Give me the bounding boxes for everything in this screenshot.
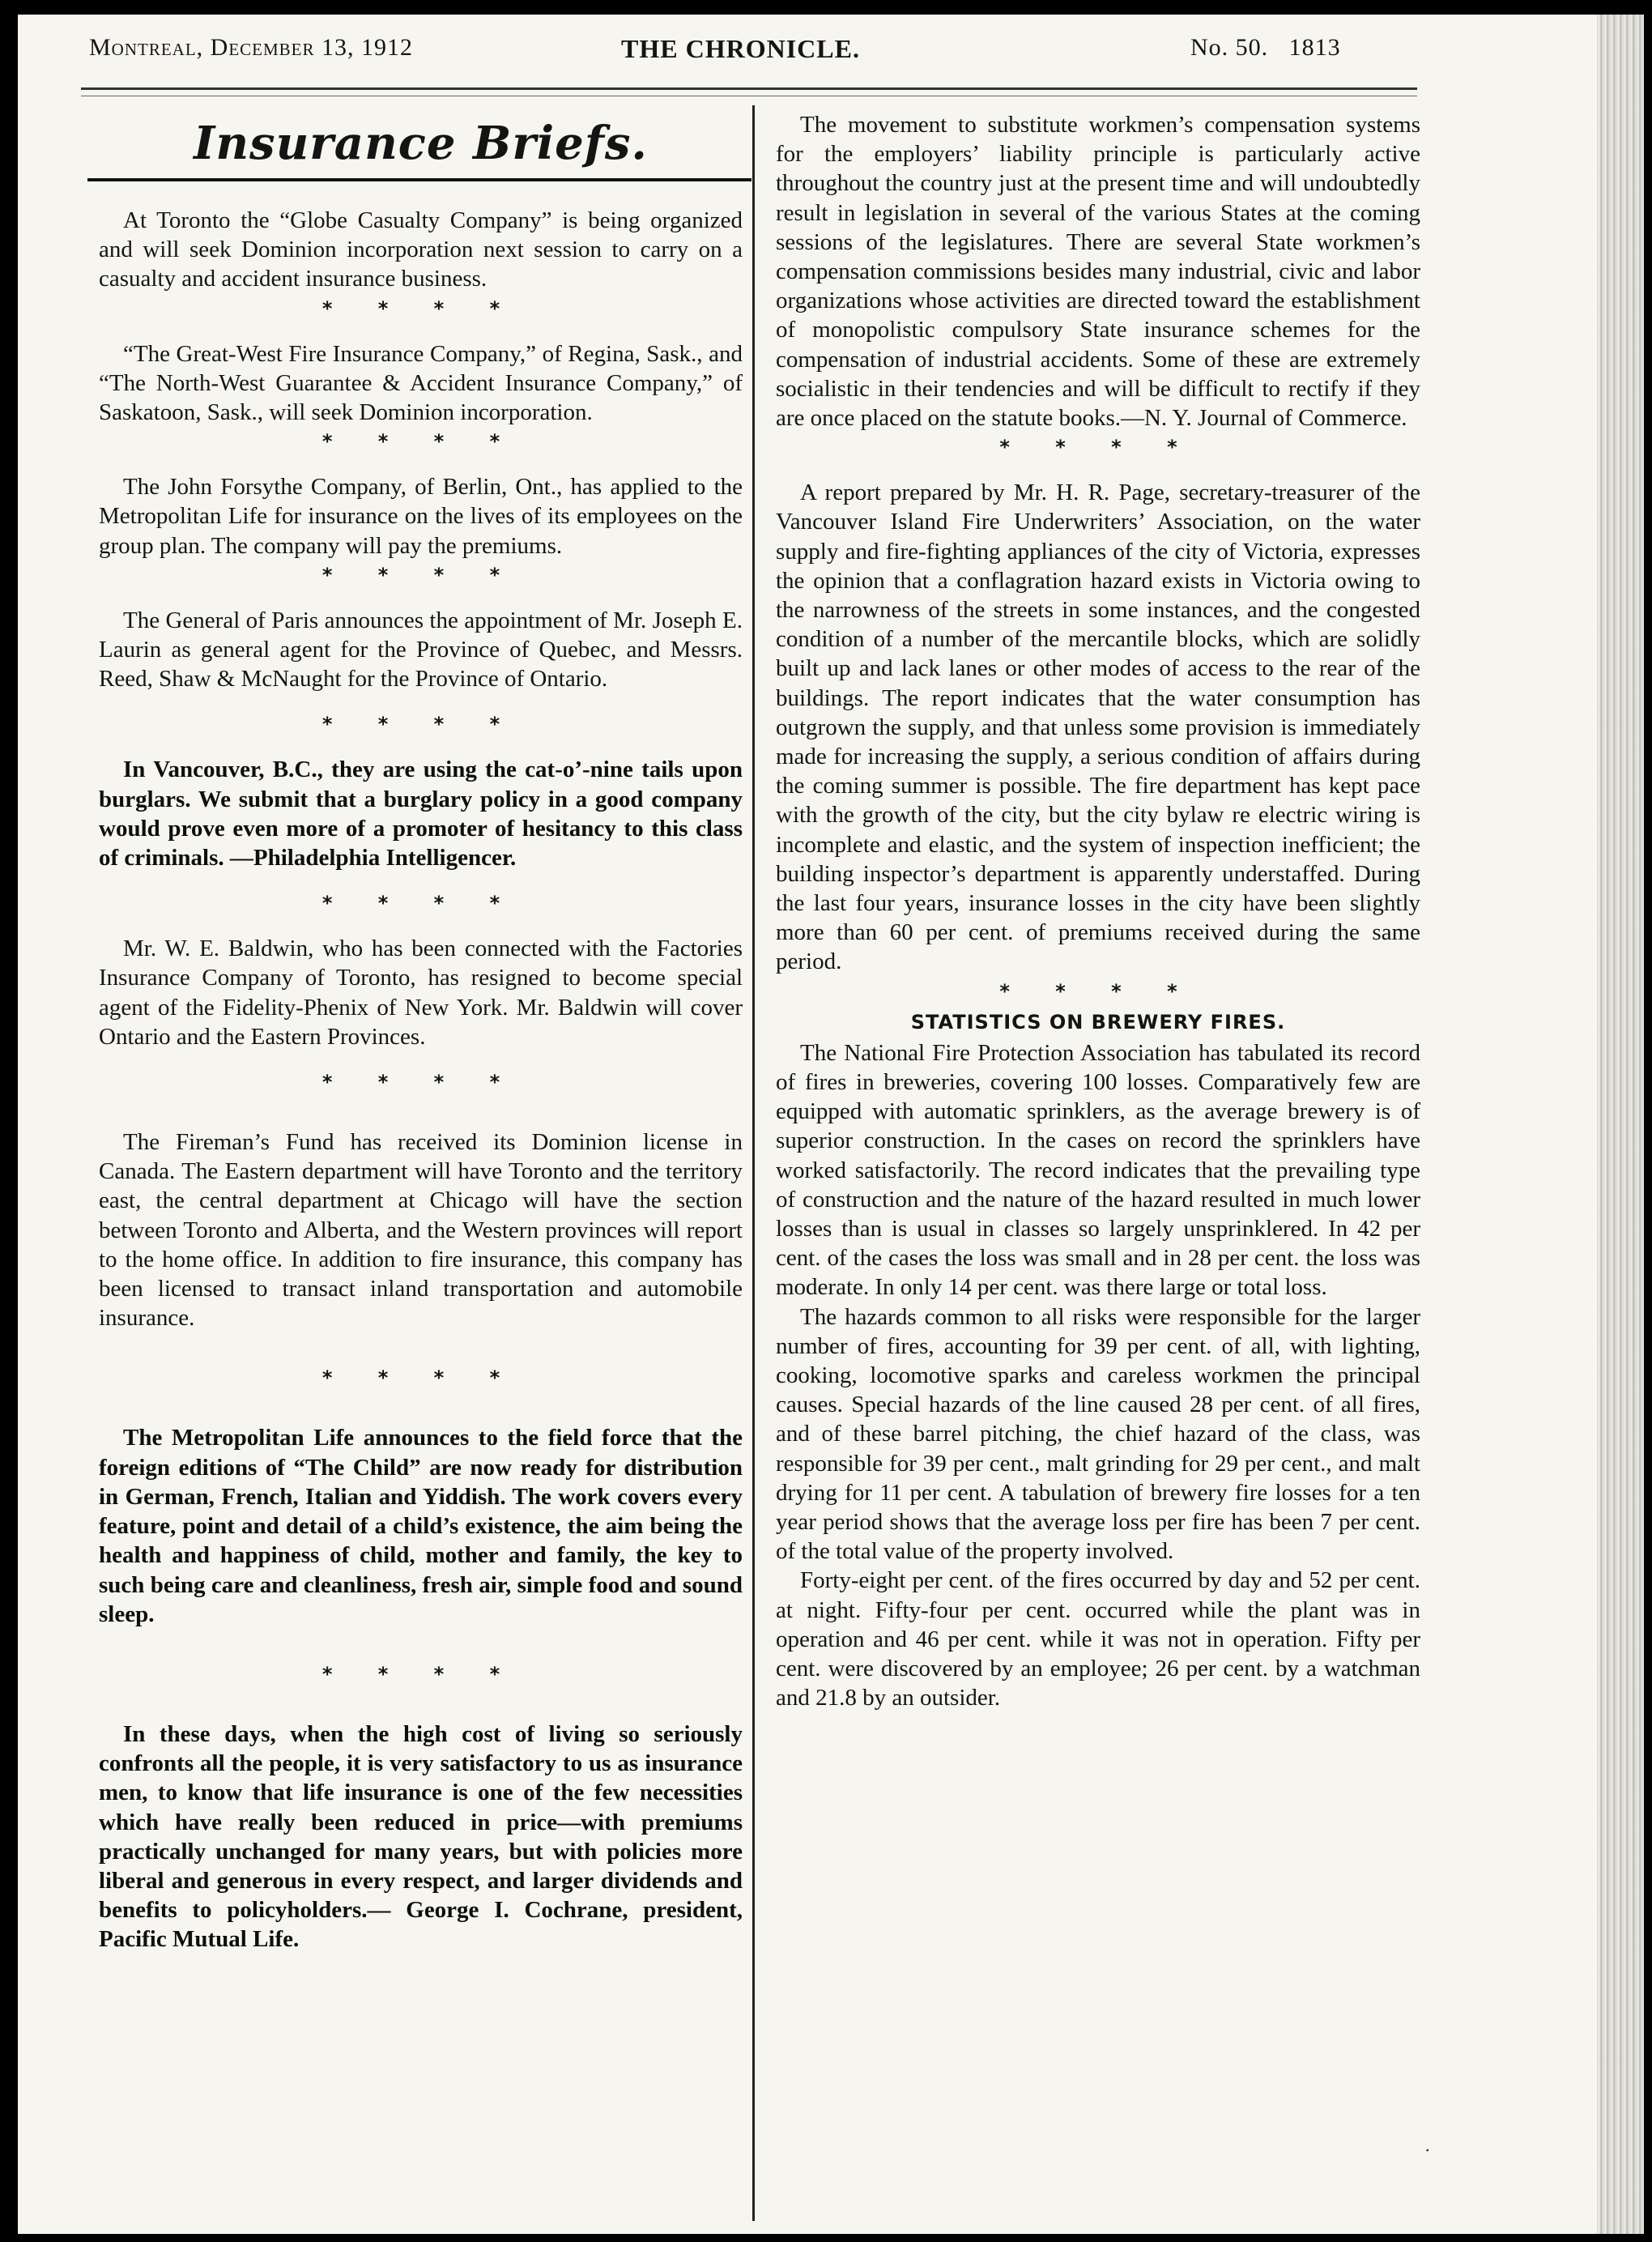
brief-metropolitan-the-child: The Metropolitan Life announces to the field force that the foreign editions of “The Child” are now ready for distribution in German, French, Italian and Yiddish. The work covers every feature, point and detail of a child’s existence, the aim being the health and happiness of child, mother and family, the key to such being care and cleanliness, fresh air, simple food and sound sleep. bbox=[99, 1425, 743, 1627]
article-title: STATISTICS ON BREWERY FIRES. bbox=[910, 1010, 1286, 1034]
brief-baldwin: Mr. W. E. Baldwin, who has been connected with the Factories Insurance Company of Toronto, has resigned to become special agent of the Fidelity-Phenix of New York. Mr. Baldwin will cover Ontario and the Eastern Provinces. bbox=[99, 936, 743, 1050]
header-rule bbox=[81, 87, 1417, 90]
brief-cost-of-living: In these days, when the high cost of living so seriously confronts all the people, it is very satisfactory to us as insurance men, to know that life insurance is one of the few necessities which have really been reduced in price—with premiums practically unchanged for many years, but with policies more liberal and generous in every respect, and larger dividends and benefits to policyholders.— George I. Cochrane, president, Pacific Mutual Life. bbox=[99, 1720, 743, 1953]
article-paragraph-3: Forty-eight per cent. of the fires occurred by day and 52 per cent. at night. Fifty-four per cent. occurred while the plant was in operation and 46 per cent. while it was not in operation. Fifty per cent. were discovered by an employee; 26 per cent. by a watchman and 21.8 by an outsider. bbox=[776, 1567, 1420, 1711]
separator-stars: * * * * bbox=[321, 1662, 520, 1686]
brief-general-of-paris: The General of Paris announces the appointment of Mr. Joseph E. Laurin as general agent for the Province of Quebec, and Messrs. Reed, Shaw & McNaught for the Province of Ontario. bbox=[99, 607, 743, 693]
section-title: Insurance Briefs. bbox=[194, 117, 648, 170]
left-column bbox=[99, 110, 743, 1954]
column-divider bbox=[752, 105, 755, 2221]
separator-stars: * * * * bbox=[321, 296, 520, 320]
margin-mark: . bbox=[1425, 2135, 1430, 2155]
article-paragraph-1: The National Fire Protection Association has tabulated its record of fires in breweries, covering 100 losses. Comparatively few are equipped with automatic sprinklers, as the average brewery is of superior construction. In the cases on record the sprinklers have worked satisfactorily. The record indicates that the prevailing type of construction and the nature of the hazard resulted in much lower losses than is usual in classes so largely unsprinklered. In 42 per cent. of the cases the loss was small and in 28 per cent. the loss was moderate. In only 14 per cent. was there large or total loss. bbox=[776, 1039, 1420, 1301]
brief-victoria-report: A report prepared by Mr. H. R. Page, secretary-treasurer of the Vancouver Island Fire Underwriters’ Association, on the water supply and fire-fighting appliances of the city of Victoria, expresses the opinion that a conflagration hazard exists in Victoria owing to the narrowness of the streets in some instances, and the congested condition of a number of the mercantile blocks, which are solidly built up and lack lanes or other modes of access to the rear of the buildings. The report indicates that the water consumption has outgrown the supply, and that unless some provision is immediately made for increasing the supply, a serious condition of affairs during the coming summer is possible. The fire department has kept pace with the growth of the city, but the city bylaw re electric wiring is incomplete and elastic, and the system of inspection inefficient; the building inspector’s department is apparently understaffed. During the last four years, insurance losses in the city have been slightly more than 60 per cent. of premiums received during the same period. bbox=[776, 480, 1420, 975]
brief-vancouver-burglars: In Vancouver, B.C., they are using the cat-o’-nine tails upon burglars. We submit that a burglary policy in a good company would prove even more of a promoter of hesitancy to this class of criminals. —Philadelphia Intelligencer. bbox=[99, 757, 743, 872]
separator-stars: * * * * bbox=[321, 713, 520, 736]
separator-stars: * * * * bbox=[321, 1366, 520, 1390]
separator-stars: * * * * bbox=[321, 563, 520, 586]
title-rule bbox=[87, 178, 751, 181]
right-column bbox=[776, 110, 1420, 1712]
brief-globe-casualty: At Toronto the “Globe Casualty Company” is being organized and will seek Dominion incorporation next session to carry on a casualty and accident insurance business. bbox=[99, 207, 743, 292]
page-edge-stack bbox=[1597, 15, 1644, 2234]
header-dateline: Montreal, December 13, 1912 bbox=[89, 34, 414, 61]
brief-firemans-fund: The Fireman’s Fund has received its Dominion license in Canada. The Eastern department will have Toronto and the territory east, the central department at Chicago will have the section between Toronto and Alberta, and the Western provinces will report to the home office. In addition to fire insurance, this company has been licensed to transact inland transportation and automobile insurance. bbox=[99, 1129, 743, 1332]
newspaper-page bbox=[18, 15, 1597, 2234]
brief-great-west-fire: “The Great-West Fire Insurance Company,” of Regina, Sask., and “The North-West Guarantee & Accident Insurance Company,” of Saskatoon, Sask., will seek Dominion incorporation. bbox=[99, 340, 743, 426]
separator-stars: * * * * bbox=[999, 979, 1197, 1003]
brief-workmens-compensation: The movement to substitute workmen’s compensation systems for the employers’ liability principle is particularly active throughout the country just at the present time and will undoubtedly result in legislation in several of the various States at the coming sessions of the legislatures. There are several State workmen’s compensation commissions besides many industrial, civic and labor organizations whose activities are directed toward the establishment of monopolistic compulsory State insurance schemes for the compensation of industrial accidents. Some of these are extremely socialistic in their tendencies and will be difficult to rectify if they are once placed on the statute books.—N. Y. Journal of Commerce. bbox=[776, 112, 1420, 432]
separator-stars: * * * * bbox=[321, 892, 520, 915]
header-masthead: THE CHRONICLE. bbox=[621, 34, 860, 63]
article-paragraph-2: The hazards common to all risks were responsible for the larger number of fires, accounting for 39 per cent. of all, with lighting, cooking, locomotive sparks and careless workmen the principal causes. Special hazards of the line caused 28 per cent. of all fires, and of these barrel pitching, the chief hazard of the class, was responsible for 39 per cent., malt grinding for 29 per cent., and malt drying for 11 per cent. A tabulation of brewery fire losses for a ten year period shows that the average loss per fire has been 7 per cent. of the total value of the property involved. bbox=[776, 1303, 1420, 1565]
separator-stars: * * * * bbox=[999, 436, 1197, 459]
separator-stars: * * * * bbox=[321, 1071, 520, 1094]
brief-john-forsythe: The John Forsythe Company, of Berlin, Ont., has applied to the Metropolitan Life for insurance on the lives of its employees on the group plan. The company will pay the premiums. bbox=[99, 474, 743, 559]
separator-stars: * * * * bbox=[321, 430, 520, 454]
header-issue-number: No. 50. 1813 bbox=[1190, 34, 1341, 61]
